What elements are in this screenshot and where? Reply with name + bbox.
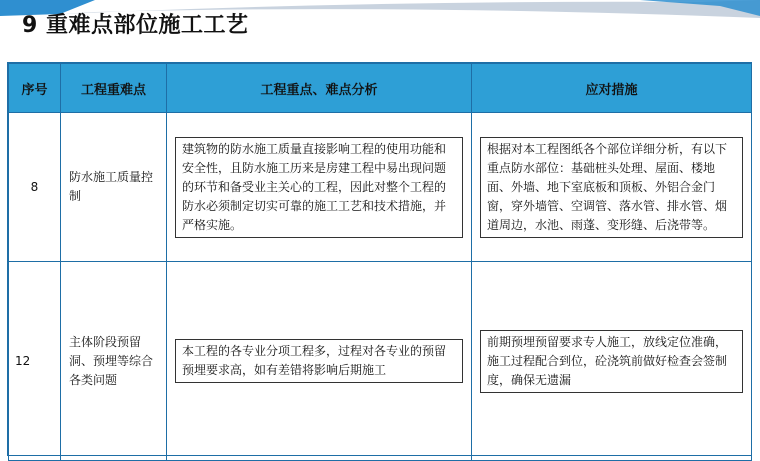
row-analysis-cell xyxy=(167,113,472,262)
row-number: 8 xyxy=(9,113,61,262)
table-header-row xyxy=(9,64,752,113)
column-header-no: 序号 xyxy=(9,64,61,113)
row-measures: 前期预埋预留要求专人施工，放线定位准确，施工过程配合到位，砼浇筑前做好检查会签制度，确保无遗漏 xyxy=(480,330,743,393)
row-difficulty: 主体阶段预留洞、预埋等综合各类问题 xyxy=(61,262,167,461)
row-difficulty: 防水施工质量控制 xyxy=(61,113,167,262)
difficulty-table xyxy=(7,62,752,456)
row-analysis: 本工程的各专业分项工程多，过程对各专业的预留预埋要求高，如有差错将影响后期施工 xyxy=(175,339,463,383)
row-measures-cell xyxy=(472,113,752,262)
row-analysis: 建筑物的防水施工质量直接影响工程的使用功能和安全性，且防水施工历来是房建工程中易出现问题的环节和备受业主关心的工程，因此对整个工程的防水必须制定切实可靠的施工工艺和技术措施，并严格实施。 xyxy=(175,137,463,238)
row-analysis-cell xyxy=(167,262,472,461)
column-header-difficulty: 工程重难点 xyxy=(61,64,167,113)
row-measures: 根据对本工程图纸各个部位详细分析，有以下重点防水部位：基础桩头处理、屋面、楼地面、外墙、地下室底板和顶板、外铝合金门窗，穿外墙管、空调管、落水管、排水管、烟道周边，水池、雨蓬、变形缝、后浇带等。 xyxy=(480,137,743,238)
page-title: 9 重难点部位施工工艺 xyxy=(22,13,249,38)
table-row xyxy=(9,262,752,461)
table-row xyxy=(9,113,752,262)
row-measures-cell xyxy=(472,262,752,461)
column-header-measures: 应对措施 xyxy=(472,64,752,113)
column-header-analysis: 工程重点、难点分析 xyxy=(167,64,472,113)
row-number: 12 xyxy=(9,262,61,461)
